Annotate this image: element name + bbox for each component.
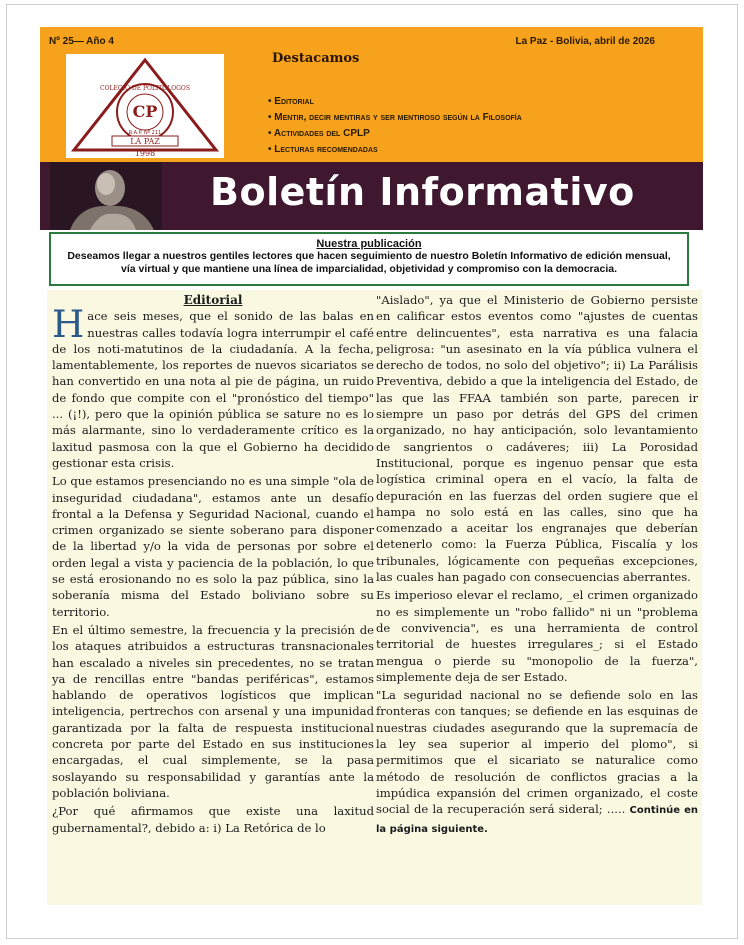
paragraph xyxy=(52,303,374,471)
drop-cap: H xyxy=(52,303,85,347)
publication-box xyxy=(49,232,689,286)
column-left xyxy=(52,292,374,836)
column-right xyxy=(376,292,698,838)
highlight-item: • Mentir, decir mentiras y ser mentiroso según la Filosofía xyxy=(268,110,522,126)
publication-title: Nuestra publicación xyxy=(316,238,422,250)
paragraph xyxy=(376,687,698,838)
paragraph-text: ace seis meses, que el sonido de las balas en nuestras calles todavía logra interrumpir el café de los noti-matutinos de la ciudadanía. A la fecha, lamentablemente, los reportes de nuevos sicariatos se han convertido en una nota al pie de página, un ruido de fondo que compite con el "pronóstico del tiempo" ... (¡!), pero que la opinión pública se sature no es lo más alarmante, sino lo verdaderamente crítico es la laxitud pasmosa con la que el Gobierno ha decidido gestionar esta crisis. xyxy=(52,309,374,470)
issue-number: Nº 25— Año 4 xyxy=(49,36,114,47)
highlight-item: • Editorial xyxy=(268,94,522,110)
publication-text: Deseamos llegar a nuestros gentiles lectores que hacen seguimiento de nuestro Boletín Informativo de edición mensual, vía virtual y que mantiene una línea de imparcialidad, objetividad y compromiso con la democracia. xyxy=(67,250,671,275)
paragraph: ¿Por qué afirmamos que existe una laxitud gubernamental?, debido a: i) La Retórica de lo xyxy=(52,804,374,835)
highlights-list xyxy=(268,94,522,158)
title-banner xyxy=(40,162,703,230)
newsletter-page xyxy=(6,4,738,939)
paragraph: Es imperioso elevar el reclamo, _el crimen organizado no es simplemente un "robo fallido" ni un "problema de convivencia", es una herramienta de control territorial de huestes irregulares_; si el Estado mengua o pierde su "monopolio de la fuerza", simplemente deja de ser Estado. xyxy=(376,588,698,684)
logo-reg: R.A.P. Nº 211 xyxy=(128,130,162,136)
statue-photo xyxy=(50,162,162,230)
cplp-logo xyxy=(66,54,224,158)
paragraph-text: "La seguridad nacional no se defiende solo en las fronteras con tanques; se defiende en las esquinas de nuestras ciudades asegurando que la supremacía de la ley sea superior al imperio del plomo", si permitimos que el sicariato se naturalice como método de resolución de conflictos gracias a la impúdica expansión del crimen organizado, el coste social de la recuperación será sideral; ..... xyxy=(376,688,698,817)
paragraph: "Aislado", ya que el Ministerio de Gobierno persiste en calificar estos eventos como "ajustes de cuentas entre delincuentes", esta narrativa es una falacia peligrosa: "un asesinato en la vía pública vulnera el derecho de todos, no solo del objetivo"; ii) La Parálisis Preventiva, debido a que la inteligencia del Estado, de las que las FFAA también son parte, parecen ir siempre un paso por detrás del GPS del crimen organizado, no hay anticipación, solo levantamiento de sangrientos o cadáveres; iii) La Porosidad Institucional, porque es ingenuo pensar que esta logística criminal opera en el vacío, la falta de depuración en las fuerzas del orden sugiere que el hampa no solo está en las calles, sino que ha comenzado a aceitar los engranajes que deberían detenerlo como: la Fuerza Pública, Fiscalía y los tribunales, lógicamente con pequeñas excepciones, las cuales han pagado con consecuencias aberrantes. xyxy=(376,293,698,585)
paragraph: En el último semestre, la frecuencia y la precisión de los ataques atribuidos a estructuras transnacionales han escalado a niveles sin precedentes, no se tratan ya de rencillas entre "bandas periféricas", estamos hablando de operativos logísticos que implican inteligencia, pertrechos con arsenal y una impunidad garantizada por la falta de respuesta institucional concreta por parte del Estado en sus instituciones encargadas, el cual simplemente, se la pasa soslayando su responsabilidad y garantías ante la población boliviana. xyxy=(52,622,374,800)
logo-ring-text: COLEGIO DE POLITÓLOGOS xyxy=(100,85,190,92)
logo-city: LA PAZ xyxy=(130,137,160,146)
paragraph: Lo que estamos presenciando no es una simple "ola de inseguridad ciudadana", estamos ante un desafío frontal a la Defensa y Seguridad Nacional, cuando el crimen organizado se siente soberano para disponer de la libertad y/o la vida de personas por sobre el orden legal a vista y paciencia de la población, lo que se está erosionando no es solo la paz pública, sino la soberanía misma del Estado boliviano sobre su territorio. xyxy=(52,474,374,619)
highlight-item: • Lecturas recomendadas xyxy=(268,142,522,158)
newsletter-title: Boletín Informativo xyxy=(210,170,635,214)
dateline: La Paz - Bolivia, abril de 2026 xyxy=(515,36,655,47)
editorial-body xyxy=(47,290,702,905)
logo-monogram: CP xyxy=(132,102,158,121)
continue-link[interactable]: Continúe en la página siguiente. xyxy=(376,805,698,835)
highlight-item: • Actividades del CPLP xyxy=(268,126,522,142)
highlights-title: Destacamos xyxy=(272,51,360,66)
header-band xyxy=(40,27,703,162)
editorial-title: Editorial xyxy=(183,293,243,307)
logo-year: 1998 xyxy=(134,149,156,158)
